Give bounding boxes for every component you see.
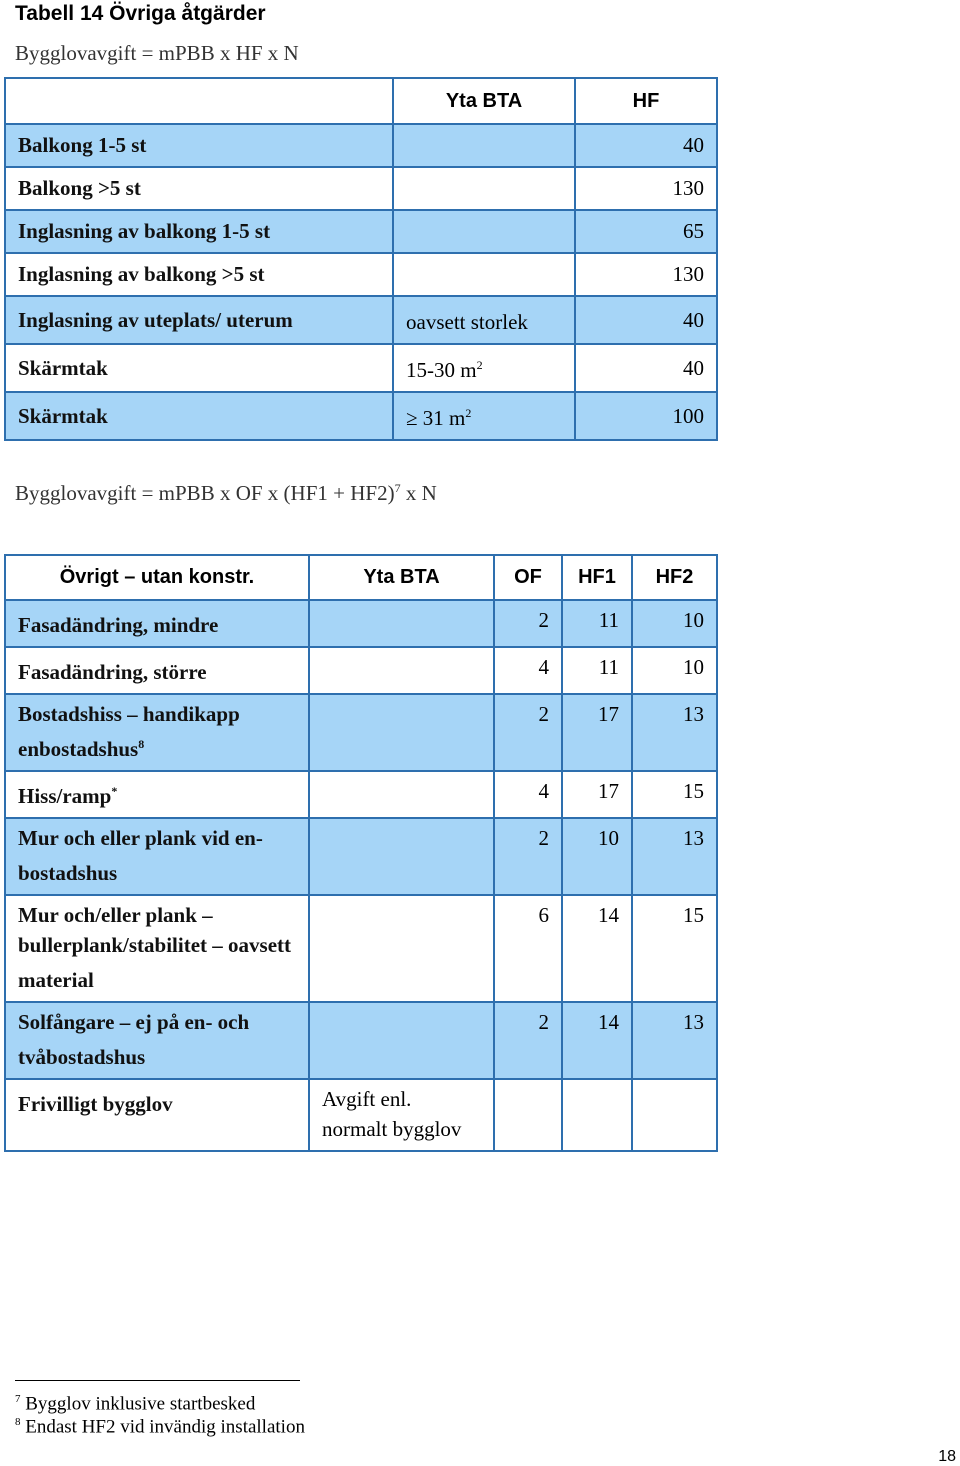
row-label: Mur och eller plank vid en-bostadshus [5,818,309,895]
row-hf1: 11 [562,600,632,647]
row-yta [309,818,494,895]
table2-header: HF2 [632,555,717,600]
row-yta: Avgift enl. normalt bygglov [309,1079,494,1151]
table-row [5,818,717,895]
row-yta [309,771,494,818]
footnote-divider [15,1380,300,1381]
row-hf2: 13 [632,694,717,771]
footnote-7: $^7$ Bygglov inklusive startbesked [15,1393,256,1415]
table-row [5,895,717,1002]
table2-header-row [5,555,717,600]
table-row [5,296,717,344]
row-yta [309,1002,494,1079]
row-yta [309,600,494,647]
row-of: 2 [494,818,562,895]
row-hf1: 14 [562,895,632,1002]
row-of [494,1079,562,1151]
row-yta [393,124,575,167]
row-label: Skärmtak [5,392,393,440]
row-of: 4 [494,771,562,818]
table-row [5,1079,717,1151]
row-hf: 130 [575,167,717,210]
row-of: 2 [494,600,562,647]
table-row [5,1002,717,1079]
footnote-8: $^8$ Endast HF2 vid invändig installation [15,1416,305,1438]
row-yta: oavsett storlek [393,296,575,344]
table-row [5,124,717,167]
table1-header [5,78,393,124]
row-label: Solfångare – ej på en- och tvåbostadshus [5,1002,309,1079]
row-of: 4 [494,647,562,694]
row-hf1 [562,1079,632,1151]
row-label: Skärmtak [5,344,393,392]
row-hf: 130 [575,253,717,296]
table2-header: HF1 [562,555,632,600]
row-hf1: 10 [562,818,632,895]
row-hf2: 15 [632,895,717,1002]
row-label: Fasadändring, mindre [5,600,309,647]
row-hf1: 11 [562,647,632,694]
row-hf2: 15 [632,771,717,818]
row-label: Fasadändring, större [5,647,309,694]
page-number: 18 [938,1448,956,1465]
row-label: Inglasning av balkong >5 st [5,253,393,296]
row-yta [393,210,575,253]
table-row [5,694,717,771]
table2-header: Yta BTA [309,555,494,600]
row-hf2: 10 [632,647,717,694]
row-label: Frivilligt bygglov [5,1079,309,1151]
row-yta: ≥ 31 $m^2$ [393,392,575,440]
table-ovrigt-utan-konstr [4,554,718,1152]
row-yta [309,647,494,694]
row-yta [309,895,494,1002]
table-row [5,210,717,253]
table-row [5,771,717,818]
table-heading: Tabell 14 Övriga åtgärder [15,2,266,25]
table-row [5,167,717,210]
row-of: 2 [494,694,562,771]
row-label: Hiss/ramp* [5,771,309,818]
table1-header: Yta BTA [393,78,575,124]
row-hf2: 13 [632,818,717,895]
table-ovriga-atgarder [4,77,718,441]
table1-header: HF [575,78,717,124]
table1-header-row [5,78,717,124]
row-label: Inglasning av uteplats/ uterum [5,296,393,344]
row-label: Mur och/eller plank – bullerplank/stabilitet – oavsett material [5,895,309,1002]
row-hf1: 17 [562,694,632,771]
row-label: Balkong >5 st [5,167,393,210]
row-yta [309,694,494,771]
row-of: 2 [494,1002,562,1079]
row-hf: 100 [575,392,717,440]
row-hf2 [632,1079,717,1151]
table-row [5,600,717,647]
row-label: Bostadshiss – handikapp enbostadshus$^8$ [5,694,309,771]
table2-header: OF [494,555,562,600]
table-row [5,647,717,694]
row-hf2: 13 [632,1002,717,1079]
row-yta [393,253,575,296]
row-hf2: 10 [632,600,717,647]
row-hf1: 17 [562,771,632,818]
formula-2: Bygglovavgift = mPBB x OF x $(HF1 + HF2)^7$ x N [15,481,437,505]
row-yta [393,167,575,210]
row-yta: 15-30 $m^2$ [393,344,575,392]
row-hf: 40 [575,344,717,392]
row-of: 6 [494,895,562,1002]
table2-header: Övrigt – utan konstr. [5,555,309,600]
table-row [5,253,717,296]
row-label: Balkong 1-5 st [5,124,393,167]
table-row [5,344,717,392]
row-hf: 40 [575,296,717,344]
row-hf: 40 [575,124,717,167]
row-hf1: 14 [562,1002,632,1079]
row-hf: 65 [575,210,717,253]
table-row [5,392,717,440]
row-label: Inglasning av balkong 1-5 st [5,210,393,253]
formula-1: Bygglovavgift = mPBB x HF x N [15,41,299,65]
